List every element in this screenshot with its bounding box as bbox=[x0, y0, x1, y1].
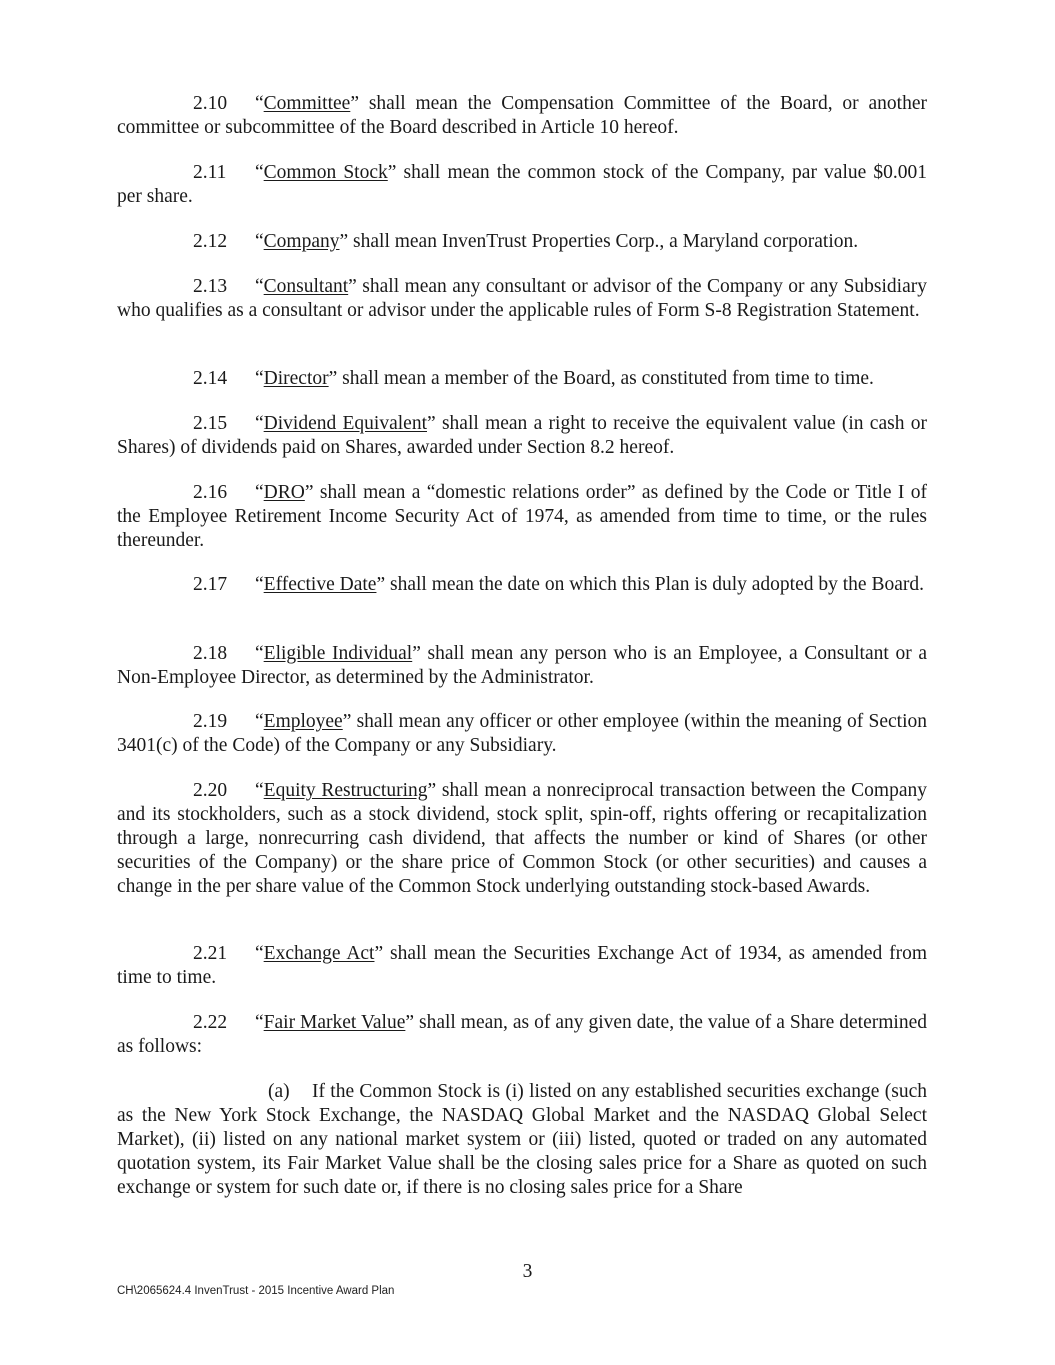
document-footer: CH\2065624.4 InvenTrust - 2015 Incentive Award Plan bbox=[117, 1285, 395, 1297]
defined-term: Committee bbox=[263, 93, 351, 114]
definition-2-19: 2.19 “Employee” shall mean any officer or other employee (within the meaning of Section 3401(c) of the Code) of the Company or any Subsidiary. bbox=[117, 711, 927, 756]
definition-text: shall mean the Compensation Committee of the Board, or another committee or subcommittee of the Board described in Article 10 hereof. bbox=[117, 93, 927, 138]
defined-term: Director bbox=[263, 368, 329, 389]
section-number: 2.20 bbox=[193, 780, 228, 801]
subclause-a bbox=[117, 1080, 927, 1200]
definition-2-21: 2.21 “Exchange Act” shall mean the Securities Exchange Act of 1934, as amended from time to time. bbox=[117, 943, 927, 988]
definition-2-15: 2.15 “Dividend Equivalent” shall mean a right to receive the equivalent value (in cash or Shares) of dividends paid on Shares, awarded under Section 8.2 hereof. bbox=[117, 413, 927, 458]
definition-text: shall mean any officer or other employee (within the meaning of Section 3401(c) of the Code) of the Company or any Subsidiary. bbox=[117, 711, 927, 756]
defined-term: Common Stock bbox=[263, 162, 388, 183]
section-number: 2.14 bbox=[193, 368, 228, 389]
definition-text: shall mean the common stock of the Company, par value $0.001 per share. bbox=[117, 162, 927, 207]
section-number: 2.18 bbox=[193, 643, 228, 664]
section-number: 2.15 bbox=[193, 413, 228, 434]
defined-term: Equity Restructuring bbox=[263, 780, 428, 801]
definition-text: shall mean any person who is an Employee, a Consultant or a Non-Employee Director, as determined by the Administrator. bbox=[117, 643, 928, 688]
defined-term: Consultant bbox=[263, 276, 349, 297]
section-number: 2.19 bbox=[193, 711, 228, 732]
definition-2-10: 2.10 “Committee” shall mean the Compensation Committee of the Board, or another committee or subcommittee of the Board described in Article 10 hereof. bbox=[117, 93, 927, 138]
definition-text: shall mean InvenTrust Properties Corp., a Maryland corporation. bbox=[348, 231, 859, 252]
section-number: 2.11 bbox=[193, 162, 227, 183]
definition-2-22: 2.22 “Fair Market Value” shall mean, as of any given date, the value of a Share determined as follows: bbox=[117, 1012, 927, 1057]
definition-2-13: 2.13 “Consultant” shall mean any consultant or advisor of the Company or any Subsidiary who qualifies as a consultant or advisor under the applicable rules of Form S-8 Registration Statement. bbox=[117, 276, 927, 321]
section-number: 2.10 bbox=[193, 93, 228, 114]
definition-text: shall mean a member of the Board, as constituted from time to time. bbox=[337, 368, 874, 389]
definition-text: shall mean any consultant or advisor of the Company or any Subsidiary who qualifies as a consultant or advisor under the applicable rules of Form S-8 Registration Statement. bbox=[117, 276, 927, 321]
defined-term: Exchange Act bbox=[263, 943, 375, 964]
section-number: 2.16 bbox=[193, 482, 228, 503]
definition-2-20: 2.20 “Equity Restructuring” shall mean a nonreciprocal transaction between the Company and its stockholders, such as a stock dividend, stock split, spin-off, rights offering or recapitalization through a large, nonrecurring cash dividend, that affects the number or kind of Shares (or other securities of the Company) or the share price of Common Stock (or other securities) and causes a change in the per share value of the Common Stock underlying outstanding stock-based Awards. bbox=[117, 780, 927, 897]
section-number: 2.21 bbox=[193, 943, 228, 964]
defined-term: Dividend Equivalent bbox=[263, 413, 427, 434]
defined-term: Effective Date bbox=[263, 574, 377, 595]
section-number: 2.17 bbox=[193, 574, 228, 595]
definition-text: shall mean a right to receive the equivalent value (in cash or Shares) of dividends paid on Shares, awarded under Section 8.2 hereof. bbox=[117, 413, 927, 458]
defined-term: Fair Market Value bbox=[263, 1012, 406, 1033]
page-number: 3 bbox=[522, 1261, 533, 1282]
section-number: 2.22 bbox=[193, 1012, 228, 1033]
definition-text: shall mean a “domestic relations order” as defined by the Code or Title I of the Employee Retirement Income Security Act of 1974, as amended from time to time, or the rules thereunder. bbox=[117, 482, 927, 551]
definition-2-12: 2.12 “Company” shall mean InvenTrust Properties Corp., a Maryland corporation. bbox=[193, 231, 859, 252]
definition-text: shall mean, as of any given date, the value of a Share determined as follows: bbox=[117, 1012, 927, 1057]
defined-term: Employee bbox=[263, 711, 343, 732]
section-number: 2.12 bbox=[193, 231, 228, 252]
definition-2-18: 2.18 “Eligible Individual” shall mean any person who is an Employee, a Consultant or a Non-Employee Director, as determined by the Administrator. bbox=[117, 643, 928, 688]
definition-text: shall mean a nonreciprocal transaction between the Company and its stockholders, such as a stock dividend, stock split, spin-off, rights offering or recapitalization through a large, nonrecurring cash dividend, that affects the number or kind of Shares (or other securities of the Company) or the share price of Common Stock (or other securities) and causes a change in the per share value of the Common Stock underlying outstanding stock-based Awards. bbox=[117, 780, 927, 897]
subclause-label: (a) bbox=[268, 1081, 290, 1102]
defined-term: Eligible Individual bbox=[263, 643, 413, 664]
definition-text: shall mean the date on which this Plan is duly adopted by the Board. bbox=[385, 574, 924, 595]
definition-2-11: 2.11 “Common Stock” shall mean the common stock of the Company, par value $0.001 per share. bbox=[117, 162, 927, 207]
definition-2-14: 2.14 “Director” shall mean a member of the Board, as constituted from time to time. bbox=[193, 368, 874, 389]
definition-2-16: 2.16 “DRO” shall mean a “domestic relations order” as defined by the Code or Title I of the Employee Retirement Income Security Act of 1974, as amended from time to time, or the rules thereunder. bbox=[117, 482, 927, 551]
section-number: 2.13 bbox=[193, 276, 228, 297]
subclause-text: If the Common Stock is (i) listed on any established securities exchange (such as the New York Stock Exchange, the NASDAQ Global Market and the NASDAQ Global Select Market), (ii) listed on any national market system or (iii) listed, quoted or traded on any automated quotation system, its Fair Market Value shall be the closing sales price for a Share as quoted on such exchange or system for such date or, if there is no closing sales price for a Share bbox=[117, 1081, 927, 1198]
definition-text: shall mean the Securities Exchange Act of 1934, as amended from time to time. bbox=[117, 943, 927, 988]
defined-term: Company bbox=[263, 231, 340, 252]
defined-term: DRO bbox=[263, 482, 305, 503]
definition-2-17: 2.17 “Effective Date” shall mean the date on which this Plan is duly adopted by the Board. bbox=[193, 574, 924, 595]
